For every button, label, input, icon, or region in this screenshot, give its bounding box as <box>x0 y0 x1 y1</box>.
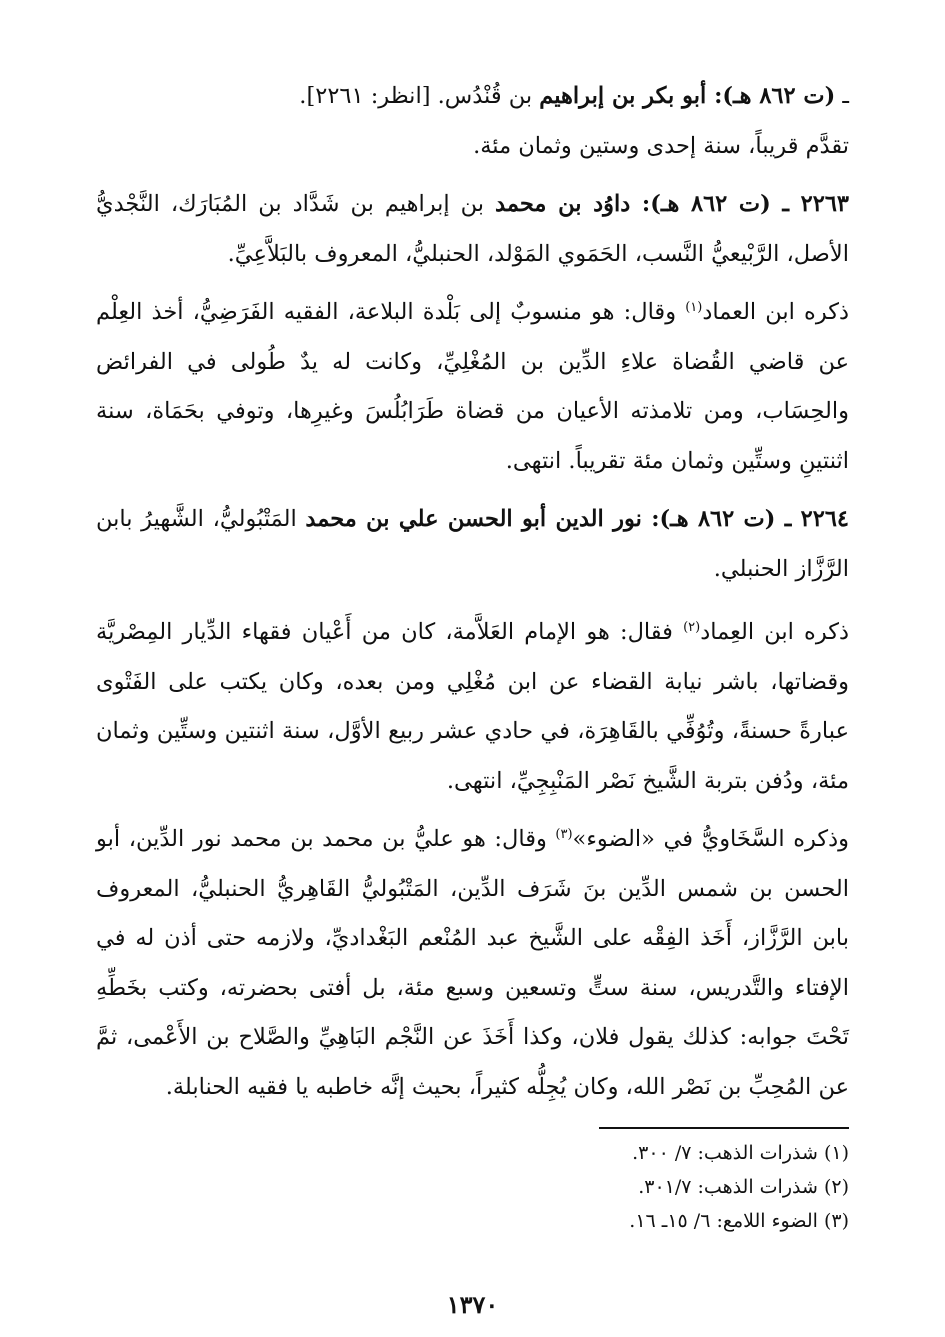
entry-2263-rest: بن إبراهيم بن شَدَّاد بن المُبَارَك، النَّجْديُّ الأصل، الرَّبْيعيُّ النَّسب، الحَمَوي المَوْلد، الحنبليُّ، المعروف بالبَلاَّعِيِّ. <box>96 191 849 267</box>
footnote-ref-3: (٣) <box>555 827 573 842</box>
entry-2264-number: ٢٢٦٤ ـ <box>775 506 849 532</box>
entry-2262-line2: تقدَّم قريباً، سنة إحدى وستين وثمان مئة. <box>473 132 849 159</box>
main-text <box>96 72 849 1112</box>
entry-2264-rest: المَتْبُوليُّ، الشَّهيرُ بابن الرَّزَّاز الحنبلي. <box>96 506 849 582</box>
entry-2262-head: (ت ٨٦٢ هـ): أبو بكر بن إبراهيم <box>539 83 836 109</box>
entry-2264-p3-rest: وقال: هو عليُّ بن محمد بن محمد نور الدِّين، أبو الحسن بن شمس الدِّين بنَ شَرَف الدِّين، المَتْبُوليُّ القَاهِريُّ الحنبليُّ، المعروف بابن الرَّزَّاز، أَخَذ الفِقْه على الشَّيخ عبد المُنْعم البَغْداديِّ، ولازمه حتى أذن له في الإفتاء والتَّدريس، سنة ستٍّ وتسعين وسبع مئة، بل أفتى بحضرته، وكتب بخَطِّهِ تَحْتَ جوابه: كذلك يقول فلان، وكذا أَخَذَ عن النَّجْم البَاهِيِّ والصَّلاح بن الأَعْمى، ثمَّ عن المُحِبِّ بن نَصْر الله، وكان يُجِلُّه كثيراً، بحيث إنَّه خاطبه يا فقيه الحنابلة. <box>96 826 849 1100</box>
entry-2264-heading <box>96 495 849 594</box>
entry-2263-number: ٢٢٦٣ ـ <box>770 191 849 217</box>
entry-2263-paragraph <box>96 288 849 486</box>
page-number: ١٣٧٠ <box>446 1290 499 1319</box>
entry-2264-paragraph-1 <box>96 608 849 806</box>
entry-2264-head: (ت ٨٦٢ هـ): نور الدين أبو الحسن علي بن محمد <box>305 506 776 532</box>
entry-2263-p2-rest: وقال: هو منسوبٌ إلى بَلْدة البلاعة، الفقيه الفَرَضِيُّ، أخذ العِلْم عن قاضي القُضاة علاءِ الدِّين بن المُغْلِيِّ، وكانت له يدٌ طُولى في الفرائض والحِسَاب، ومن تلامذته الأعيان من قضاة طَرَابُلُسَ وغيرِها، وتوفي بحَمَاة، سنة اثنتينِ وستِّين وثمان مئة تقريباً. انتهى. <box>96 299 849 474</box>
footnote-ref-1: (١) <box>685 300 703 315</box>
entry-2264-paragraph-2 <box>96 815 849 1112</box>
footnote-1: (١) شذرات الذهب: ٧/ ٣٠٠. <box>632 1142 849 1164</box>
entry-2262-line1 <box>96 72 849 122</box>
entry-2263-p2-start: ذكره ابن العماد <box>702 299 849 325</box>
footnotes <box>96 1136 849 1238</box>
entry-2264-p2-rest: فقال: هو الإمام العَلاَّمة، كان من أَعْيان فقهاء الدِّيار المِصْريَّة وقضاتها، باشر نيابة القضاء عن ابن مُغْلِي ومن بعده، وكان يكتب على الفَتْوى عبارةً حسنةً، وتُوُفِّي بالقَاهِرَة، في حادي عشر ربيع الأوَّل، سنة اثنتين وستِّين وثمان مئة، ودُفن بتربة الشَّيخ نَصْر المَنْبِجِيِّ، انتهى. <box>96 619 849 794</box>
entry-2262-rest: بن قُنْدُس. [انظر: ٢٢٦١]. <box>299 83 540 109</box>
footnote-2: (٢) شذرات الذهب: ٣٠١/٧. <box>638 1176 849 1198</box>
entry-2264-p3-start: وذكره السَّخَاويُّ في «الضوء» <box>572 826 849 852</box>
footnote-3: (٣) الضوء اللامع: ٦/ ١٥ـ ١٦. <box>629 1210 849 1232</box>
entry-prefix: ـ <box>835 83 849 109</box>
footnote-ref-2: (٢) <box>683 620 701 635</box>
entry-2263-heading <box>96 180 849 279</box>
entry-2264-p2-start: ذكره ابن العِماد <box>700 619 849 645</box>
footnote-divider <box>599 1127 849 1129</box>
entry-2263-head: (ت ٨٦٢ هـ): داوُد بن محمد <box>495 191 771 217</box>
